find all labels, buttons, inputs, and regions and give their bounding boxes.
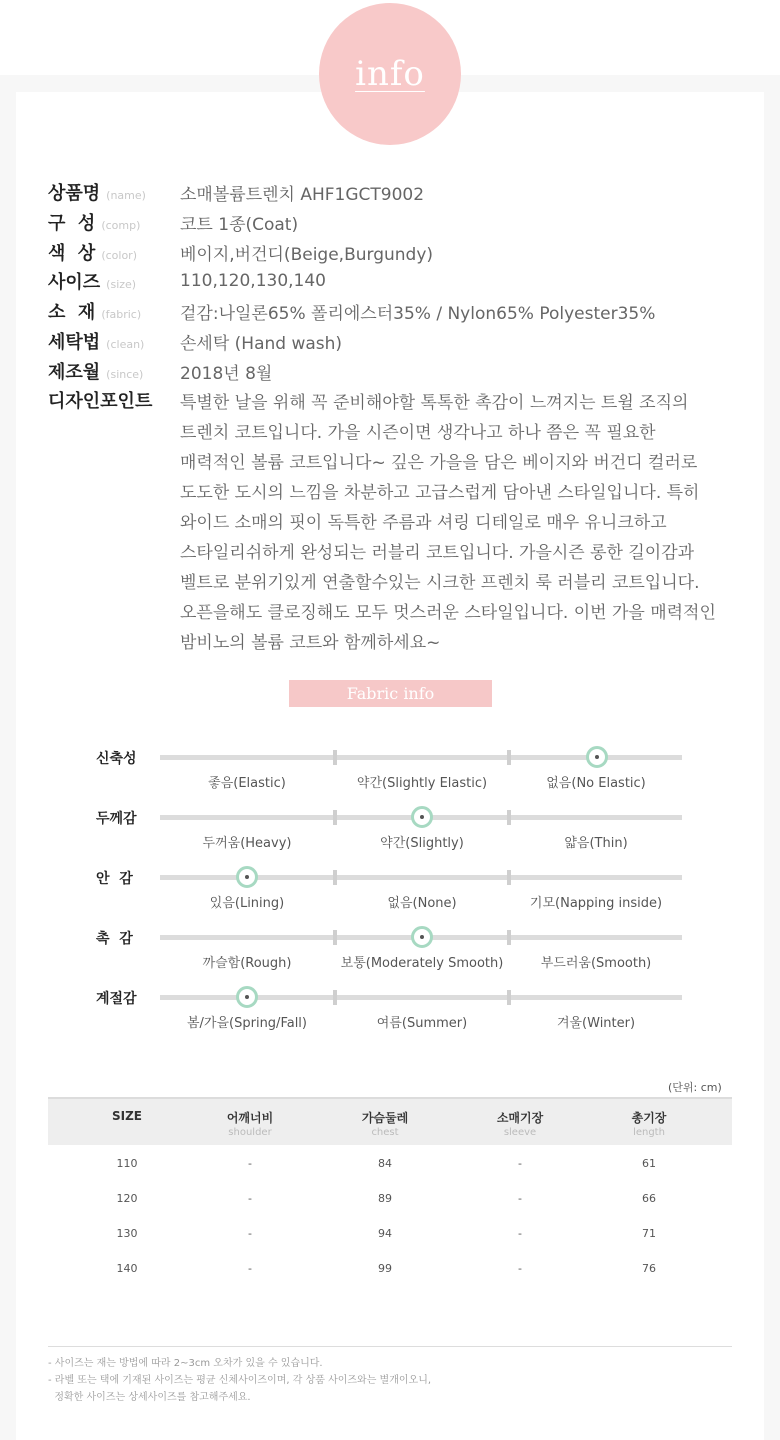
spec-label-en: (since) — [106, 368, 144, 381]
spec-label: 구 성 — [48, 213, 96, 234]
spec-value: 베이지,버건디(Beige,Burgundy) — [180, 244, 434, 265]
spec-label: 사이즈 — [48, 272, 101, 293]
scale-tick — [333, 750, 337, 765]
spec-row-color — [48, 237, 433, 267]
scale-indicator — [411, 806, 433, 828]
table-cell: 89 — [378, 1192, 392, 1205]
table-cell: 110 — [116, 1157, 138, 1170]
table-cell: 99 — [378, 1262, 392, 1275]
scale-option: 약간(Slightly) — [380, 836, 464, 851]
scale-option: 봄/가을(Spring/Fall) — [186, 1016, 307, 1031]
scale-tick — [333, 930, 337, 945]
spec-label-en: (size) — [106, 278, 137, 291]
column-sublabel: chest — [371, 1127, 399, 1138]
spec-value: 코트 1종(Coat) — [180, 214, 299, 235]
table-cell: 130 — [116, 1227, 138, 1240]
design-line: 밤비노의 볼륨 코트와 함께하세요~ — [180, 633, 441, 653]
scale-option: 없음(No Elastic) — [546, 776, 646, 791]
table-cell: - — [518, 1157, 522, 1170]
spec-value: 소매볼륨트렌치 AHF1GCT9002 — [180, 184, 425, 205]
column-sublabel: length — [633, 1127, 665, 1138]
scale-label: 계절감 — [96, 991, 137, 1007]
design-line: 도도한 도시의 느낌을 차분하고 고급스럽게 담아낸 스타일입니다. 특히 — [180, 483, 700, 503]
scale-option: 부드러움(Smooth) — [540, 956, 652, 971]
table-cell: - — [248, 1192, 252, 1205]
column-label: 가슴둘레 — [361, 1111, 409, 1125]
scale-indicator — [236, 866, 258, 888]
scale-label: 안 감 — [96, 871, 133, 887]
spec-value: 겉감:나일론65% 폴리에스터35% / Nylon65% Polyester35% — [180, 303, 656, 324]
spec-label-en: (color) — [101, 249, 137, 262]
spec-row-name — [48, 177, 424, 207]
table-cell: 94 — [378, 1227, 392, 1240]
table-cell: - — [518, 1227, 522, 1240]
spec-row-fabric — [48, 296, 655, 326]
design-line: 스타일리쉬하게 완성되는 러블리 코트입니다. 가을시즌 롱한 길이감과 — [180, 543, 695, 563]
spec-label-en: (name) — [106, 189, 146, 202]
scale-option: 없음(None) — [387, 896, 457, 911]
column-label: SIZE — [111, 1109, 142, 1123]
column-header-chest — [325, 1109, 445, 1138]
table-cell: 66 — [642, 1192, 656, 1205]
scale-label: 두께감 — [96, 811, 137, 827]
size-note: - 사이즈는 재는 방법에 따라 2~3cm 오차가 있을 수 있습니다. — [48, 1358, 323, 1369]
scale-option: 있음(Lining) — [209, 896, 285, 911]
spec-label: 소 재 — [48, 302, 96, 323]
column-header-size — [67, 1109, 187, 1124]
spec-label: 색 상 — [48, 243, 96, 264]
spec-label-en: (clean) — [106, 338, 145, 351]
table-cell: 120 — [116, 1192, 138, 1205]
design-line: 오픈을해도 클로징해도 모두 멋스러운 스타일입니다. 이번 가을 매력적인 — [180, 603, 716, 623]
table-cell: 84 — [378, 1157, 392, 1170]
scale-indicator — [236, 986, 258, 1008]
scale-option: 까슬함(Rough) — [202, 956, 292, 971]
scale-label: 신축성 — [96, 751, 137, 767]
scale-tick — [507, 870, 511, 885]
spec-row-clean — [48, 326, 342, 356]
table-cell: 61 — [642, 1157, 656, 1170]
scale-option: 여름(Summer) — [376, 1016, 468, 1031]
design-line: 벨트로 분위기있게 연출할수있는 시크한 프렌치 룩 러블리 코트입니다. — [180, 573, 700, 593]
notes-divider — [48, 1346, 732, 1347]
design-point-text — [180, 388, 762, 658]
spec-label-en: (fabric) — [101, 308, 142, 321]
scale-option: 보통(Moderately Smooth) — [340, 956, 504, 971]
column-label: 소매기장 — [496, 1111, 544, 1125]
column-header-sleeve — [460, 1109, 580, 1138]
spec-label: 세탁법 — [48, 332, 101, 353]
scale-option: 기모(Napping inside) — [529, 896, 663, 911]
column-sublabel: sleeve — [503, 1127, 537, 1138]
scale-tick — [333, 810, 337, 825]
spec-row-size — [48, 266, 326, 296]
spec-value: 2018년 8월 — [180, 363, 273, 384]
scale-indicator — [411, 926, 433, 948]
scale-option: 얇음(Thin) — [564, 836, 628, 851]
scale-label: 촉 감 — [96, 931, 133, 947]
column-header-length — [589, 1109, 709, 1138]
scale-option: 두꺼움(Heavy) — [202, 836, 292, 851]
design-point-label: 디자인포인트 — [48, 391, 153, 412]
scale-tick — [507, 810, 511, 825]
scale-indicator — [586, 746, 608, 768]
spec-row-since — [48, 356, 272, 386]
size-note: - 라벨 또는 택에 기재된 사이즈는 평균 신체사이즈이며, 각 상품 사이즈와는 별개이오니, — [48, 1375, 432, 1386]
table-cell: 140 — [116, 1262, 138, 1275]
table-cell: - — [248, 1227, 252, 1240]
scale-tick — [507, 990, 511, 1005]
spec-value: 손세탁 (Hand wash) — [180, 333, 343, 354]
column-sublabel: shoulder — [228, 1127, 272, 1138]
spec-row-comp — [48, 207, 298, 237]
design-line: 트렌치 코트입니다. 가을 시즌이면 생각나고 하나 쯤은 꼭 필요한 — [180, 423, 656, 443]
table-cell: - — [248, 1262, 252, 1275]
fabric-info-title: Fabric info — [289, 680, 492, 707]
size-note: 정확한 사이즈는 상세사이즈를 참고해주세요. — [48, 1392, 251, 1403]
scale-tick — [507, 930, 511, 945]
scale-tick — [333, 870, 337, 885]
column-label: 총기장 — [631, 1111, 667, 1125]
column-header-shoulder — [190, 1109, 310, 1138]
spec-label-en: (comp) — [101, 219, 141, 232]
scale-tick — [507, 750, 511, 765]
scale-tick — [333, 990, 337, 1005]
spec-label: 상품명 — [48, 183, 101, 204]
design-line: 매력적인 볼륨 코트입니다~ 깊은 가을을 담은 베이지와 버건디 컬러로 — [180, 453, 698, 473]
info-title: info — [355, 54, 425, 94]
column-label: 어깨너비 — [226, 1111, 274, 1125]
table-cell: 76 — [642, 1262, 656, 1275]
design-line: 와이드 소매의 핏이 독특한 주름과 셔링 디테일로 매우 유니크하고 — [180, 513, 667, 533]
scale-option: 겨울(Winter) — [556, 1016, 636, 1031]
spec-value: 110,120,130,140 — [180, 271, 327, 291]
spec-label: 제조월 — [48, 362, 101, 383]
scale-option: 약간(Slightly Elastic) — [356, 776, 488, 791]
scale-option: 좋음(Elastic) — [208, 776, 286, 791]
table-cell: - — [248, 1157, 252, 1170]
info-badge — [319, 3, 461, 145]
unit-label: (단위: cm) — [668, 1081, 722, 1094]
table-cell: 71 — [642, 1227, 656, 1240]
design-line: 특별한 날을 위해 꼭 준비해야할 톡톡한 촉감이 느껴지는 트윌 조직의 — [180, 393, 689, 413]
table-cell: - — [518, 1192, 522, 1205]
table-cell: - — [518, 1262, 522, 1275]
